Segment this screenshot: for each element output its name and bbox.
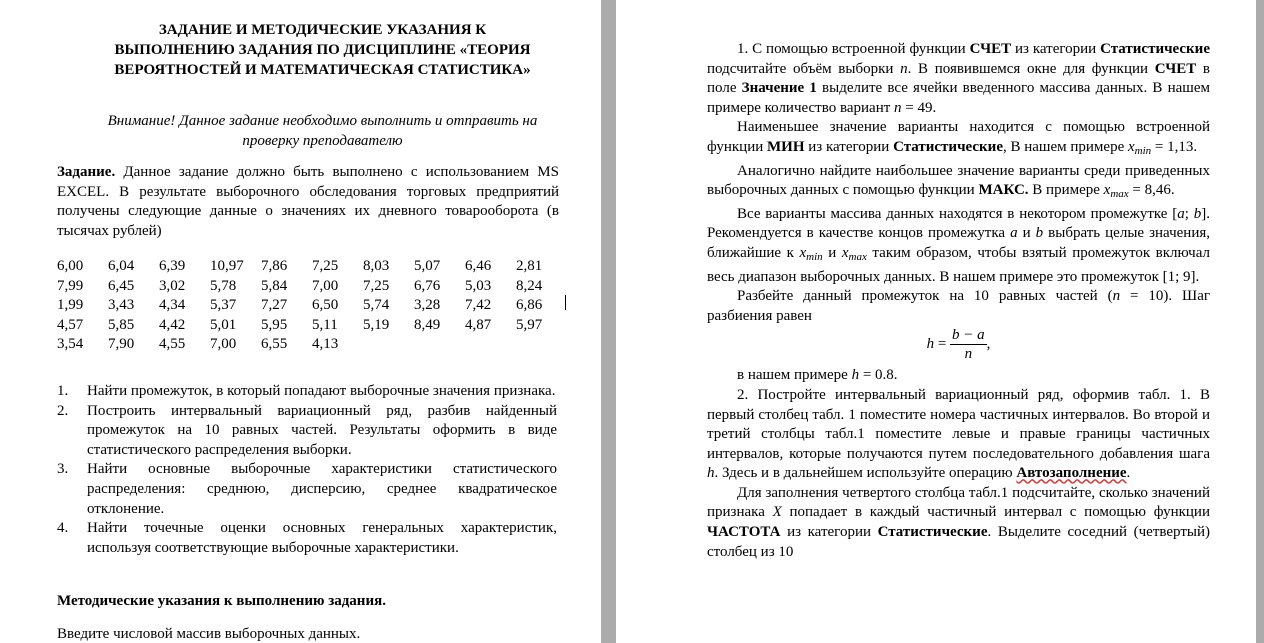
data-cell: 6,46 xyxy=(465,258,492,274)
right-page xyxy=(616,0,1256,643)
data-cell: 6,55 xyxy=(261,336,288,353)
task-item xyxy=(57,382,557,402)
method-heading: Методические указания к выполнению задания. xyxy=(57,593,386,609)
data-cell: 5,07 xyxy=(414,258,441,274)
data-cell: 5,37 xyxy=(210,297,237,314)
task-paragraph xyxy=(57,163,559,241)
data-cell: 3,43 xyxy=(108,297,135,314)
data-cell: 4,87 xyxy=(465,316,492,333)
data-cell: 10,97 xyxy=(210,258,244,274)
data-row xyxy=(57,316,567,336)
data-cell: 4,42 xyxy=(159,316,186,333)
data-cell xyxy=(516,335,567,355)
data-cell: 4,55 xyxy=(159,336,186,353)
data-cell xyxy=(414,335,465,355)
data-cell: 1,99 xyxy=(57,297,84,314)
task-text: Построить интервальный вариационный ряд, разбив найденный промежуток на 10 равных частей. Результаты оформить в виде статистического распределения выборки. xyxy=(87,402,557,458)
data-cell: 3,54 xyxy=(57,336,84,353)
data-cell: 6,76 xyxy=(414,277,441,294)
data-cell: 3,02 xyxy=(159,277,186,294)
attention-note: Внимание! Данное задание необходимо выполнить и отправить на проверку преподавателю xyxy=(107,113,538,149)
instruction-paragraph-4: Все варианты массива данных находятся в некотором промежутке [a; b]. Рекомендуется в качестве концов промежутка a и b выбрать целые значения, ближайшие к $x_{min}$ и $x_{max}$ таким образом, чтобы взятый промежуток включал весь диапазон выборочных данных. В нашем примере это промежуток [1; 9]. xyxy=(707,205,1210,285)
data-cell: 7,00 xyxy=(210,336,237,353)
task-item xyxy=(57,460,557,519)
data-cell: 8,03 xyxy=(363,258,390,274)
data-cell: 7,27 xyxy=(261,297,288,314)
data-cell: 5,85 xyxy=(108,316,135,333)
data-cell: 6,00 xyxy=(57,258,84,274)
instruction-paragraph-8: Для заполнения четвертого столбца табл.1 подсчитайте, сколько значений признака X попадает в каждый частичный интервал с помощью функции ЧАСТОТА из категории Статистические. Выделите соседний (четвертый) столбец из 10 xyxy=(707,484,1210,560)
data-cell: 5,97 xyxy=(516,316,543,333)
data-cell: 6,45 xyxy=(108,277,135,294)
left-page xyxy=(0,0,601,643)
instructions-text xyxy=(707,40,1210,562)
task-label: Задание. xyxy=(57,164,116,180)
task-text: Найти точечные оценки основных генеральных характеристик, используя соответствующие выборочные характеристики. xyxy=(87,520,557,556)
instruction-paragraph-1: 1. С помощью встроенной функции СЧЕТ из категории Статистические подсчитайте объём выборки n. В появившемся окне для функции СЧЕТ в поле Значение 1 выделите все ячейки введенного массива данных. В нашем примере количество вариант n = 49. xyxy=(707,41,1210,116)
data-cell: 8,49 xyxy=(414,316,441,333)
data-cell: 5,03 xyxy=(465,277,492,294)
task-item xyxy=(57,402,557,461)
task-text: Найти основные выборочные характеристики статистического распределения: среднюю, дисперсию, среднее квадратическое отклонение. xyxy=(87,461,557,517)
task-number: 1. xyxy=(57,383,69,399)
data-cell: 5,95 xyxy=(261,316,288,333)
data-cell: 4,34 xyxy=(159,297,186,314)
data-cell: 5,11 xyxy=(312,316,338,333)
task-text: Данное задание должно быть выполнено с использованием MS EXCEL. В результате выборочного обследования торговых предприятий получены следующие данные о значениях их дневного товарооборота (в тысячах рублей) xyxy=(57,164,559,239)
instruction-paragraph-5: Разбейте данный промежуток на 10 равных частей (n = 10). Шаг разбиения равен xyxy=(707,288,1211,324)
data-cell: 6,39 xyxy=(159,258,186,274)
task-number: 2. xyxy=(57,402,69,419)
task-list xyxy=(57,382,557,558)
task-number: 4. xyxy=(57,520,69,537)
enter-data-text: Введите числовой массив выборочных данных. xyxy=(57,626,361,642)
sample-data-table xyxy=(57,257,567,355)
data-row xyxy=(57,257,567,277)
data-cell: 7,90 xyxy=(108,336,135,353)
data-cell: 7,99 xyxy=(57,277,84,294)
data-cell: 4,13 xyxy=(312,336,339,353)
instruction-paragraph-7: 2. Постройте интервальный вариационный ряд, оформив табл. 1. В первый столбец табл. 1 поместите номера частичных интервалов. Во второй и третий столбцы табл.1 поместите левые и правые границы частичных интервалов, которые получаются путем последовательного добавления шага h. Здесь и в дальнейшем используйте операцию Автозаполнение. xyxy=(707,386,1210,482)
data-cell: 4,57 xyxy=(57,316,84,333)
data-cell xyxy=(465,335,516,355)
instruction-paragraph-3: Аналогично найдите наибольшее значение варианты среди приведенных выборочных данных с помощью функции МАКС. В примере $x_{max} = 8,46$. xyxy=(707,162,1210,201)
data-row xyxy=(57,335,567,355)
data-cell: 3,28 xyxy=(414,297,441,314)
data-cell: 7,25 xyxy=(363,277,390,294)
text-cursor xyxy=(565,295,566,310)
task-text: Найти промежуток, в который попадают выборочные значения признака. xyxy=(87,383,556,399)
data-row xyxy=(57,296,567,316)
data-cell: 5,01 xyxy=(210,316,237,333)
data-cell: 5,74 xyxy=(363,297,390,314)
data-row xyxy=(57,277,567,297)
data-cell: 5,19 xyxy=(363,316,390,333)
data-cell: 6,04 xyxy=(108,258,135,274)
task-item xyxy=(57,519,557,558)
task-number: 3. xyxy=(57,461,69,478)
data-cell: 7,00 xyxy=(312,277,339,294)
data-cell xyxy=(363,335,414,355)
document-title: ЗАДАНИЕ И МЕТОДИЧЕСКИЕ УКАЗАНИЯ К ВЫПОЛНЕНИЮ ЗАДАНИЯ ПО ДИСЦИПЛИНЕ «ТЕОРИЯ ВЕРОЯТНОСТЕЙ И МАТЕМАТИЧЕСКАЯ СТАТИСТИКА» xyxy=(114,22,531,78)
data-cell: 2,81 xyxy=(516,258,543,274)
data-cell: 7,25 xyxy=(312,258,339,274)
data-cell: 8,24 xyxy=(516,277,543,294)
data-cell: 6,86 xyxy=(516,297,543,314)
instruction-paragraph-2: Наименьшее значение варианты находится с помощью встроенной функции МИН из категории Статистические, В нашем примере $x_{min} = 1,13$. xyxy=(707,119,1210,157)
data-cell: 7,86 xyxy=(261,258,288,274)
step-formula: h = $\frac{b - a}{n}$ , xyxy=(926,327,991,363)
instruction-paragraph-6: в нашем примере h = 0.8. xyxy=(737,367,898,384)
data-cell: 6,50 xyxy=(312,297,339,314)
data-cell: 7,42 xyxy=(465,297,492,314)
data-cell: 5,84 xyxy=(261,277,288,294)
data-cell: 5,78 xyxy=(210,277,237,294)
